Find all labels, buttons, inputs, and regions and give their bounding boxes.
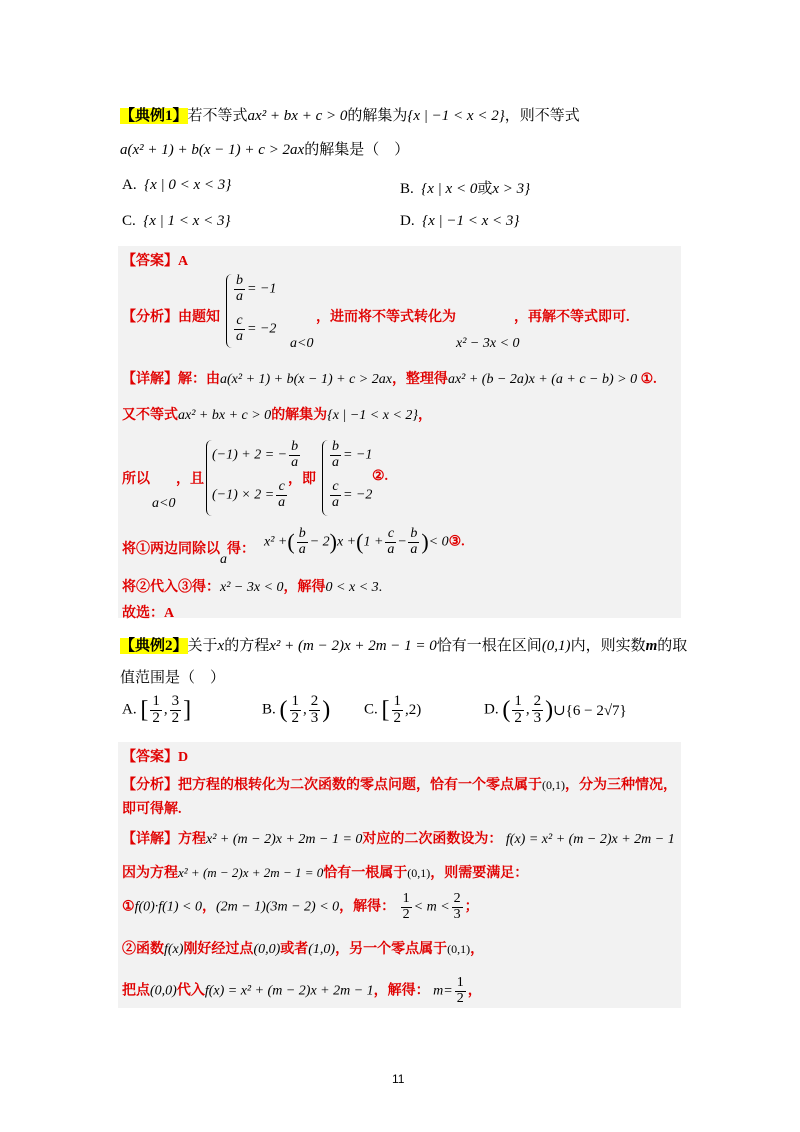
example1-detail-line4: 将①两边同除以a得： [122,542,255,567]
example1-line4-expression: x² +( $\frac{b}{a}$ − 2)x +(1 + $\frac{c}{a}$ − $\frac{b}{a}$ )< 0③. [264,526,465,557]
example1-solution-box [118,246,681,618]
example2-detail-line4: ②函数f(x)刚好经过点(0,0)或者(1,0)，另一个零点属于(0,1)， [122,942,485,957]
example1-final: 故选：A [122,606,175,621]
example1-detail-line1: 【详解】解：由a(x² + 1) + b(x − 1) + c > 2ax，整理得ax² + (b − 2a)x + (a + c − b) > 0 ①. [122,372,657,387]
example2-tag: 【典例2】 [120,638,188,654]
example1-stem-line1: 【典例1】若不等式ax² + bx + c > 0的解集为{x | −1 < x < 2}，则不等式 [120,108,580,124]
example2-option-d[interactable]: D. ( $\frac{1}{2}$ , $\frac{2}{3}$ )∪{6 − 2√7} [484,693,627,726]
system2-row-bottom: (−1) × 2 = $\frac{c}{a}$ [212,479,286,510]
example1-detail-line2: 又不等式ax² + bx + c > 0的解集为{x | −1 < x < 2}， [122,408,433,423]
example1-detail-line5: 将②代入③得：x² − 3x < 0，解得0 < x < 3. [122,580,383,595]
example2-detail-line3: ①f(0)·f(1) < 0，(2m − 1)(3m − 2) < 0，解得： $\frac{1}{2}$ < m < $\frac{2}{3}$ ； [122,891,479,922]
example2-analysis-line1: 【分析】把方程的根转化为二次函数的零点问题，恰有一个零点属于(0,1)，分为三种情况， [122,778,677,793]
example1-tag: 【典例1】 [120,108,188,124]
example2-option-c[interactable]: C. [ $\frac{1}{2}$ ,2) [364,693,422,726]
example1-answer: 【答案】A [122,254,189,269]
page-number: 11 [392,1072,405,1086]
example1-analysis-head: 【分析】由题知 [122,310,220,325]
example1-line3-so: 所以 [122,472,150,487]
a-negative-note: a<0 [290,336,314,351]
example1-stem-line2: a(x² + 1) + b(x − 1) + c > 2ax的解集是（ ） [120,142,410,158]
example2-option-b[interactable]: B. ( $\frac{1}{2}$ , $\frac{2}{3}$ ) [262,693,331,726]
example2-detail-line5: 把点(0,0)代入f(x) = x² + (m − 2)x + 2m − 1，解得： m= $\frac{1}{2}$ ， [122,975,482,1006]
example2-stem-line2: 值范围是（ ） [120,670,226,686]
example1-analysis-tail: ，再解不等式即可. [514,310,630,325]
example2-option-a[interactable]: A. [ $\frac{1}{2}$ , $\frac{3}{2}$ ] [122,693,192,726]
example2-analysis-line2: 即可得解. [122,802,182,817]
example1-analysis-mid: ，进而将不等式转化为 [316,310,456,325]
example1-line3-ie: ，即 [288,472,316,487]
a-negative-note-2: a<0 [152,496,176,511]
example1-option-c[interactable]: C. {x | 1 < x < 3} [122,213,231,229]
system3-row-bottom: $\frac{c}{a}$ = −2 [332,479,373,510]
system2-row-top: (−1) + 2 = − $\frac{b}{a}$ [212,439,299,470]
example2-stem-line1: 【典例2】关于x的方程x² + (m − 2)x + 2m − 1 = 0恰有一根在区间(0,1)内，则实数m的取 [120,638,688,654]
system1-row-top: $\frac{b}{a}$ = −1 [236,273,277,304]
system3-row-top: $\frac{b}{a}$ = −1 [332,439,373,470]
example2-detail-line1: 【详解】方程x² + (m − 2)x + 2m − 1 = 0对应的二次函数设为： f(x) = x² + (m − 2)x + 2m − 1 [122,832,675,847]
example2-answer: 【答案】D [122,750,189,765]
analysis-inequality: x² − 3x < 0 [456,336,520,351]
example2-detail-line2: 因为方程x² + (m − 2)x + 2m − 1 = 0恰有一根属于(0,1)，则需要满足： [122,865,529,881]
example1-option-a[interactable]: A. {x | 0 < x < 3} [122,177,232,193]
system1-row-bottom: $\frac{c}{a}$ = −2 [236,313,277,344]
example1-option-b[interactable]: B. {x | x < 0或x > 3} [400,181,531,197]
circle-2: ②. [372,469,389,484]
example1-option-d[interactable]: D. {x | −1 < x < 3} [400,213,520,229]
example1-line3-and: ，且 [176,472,204,487]
